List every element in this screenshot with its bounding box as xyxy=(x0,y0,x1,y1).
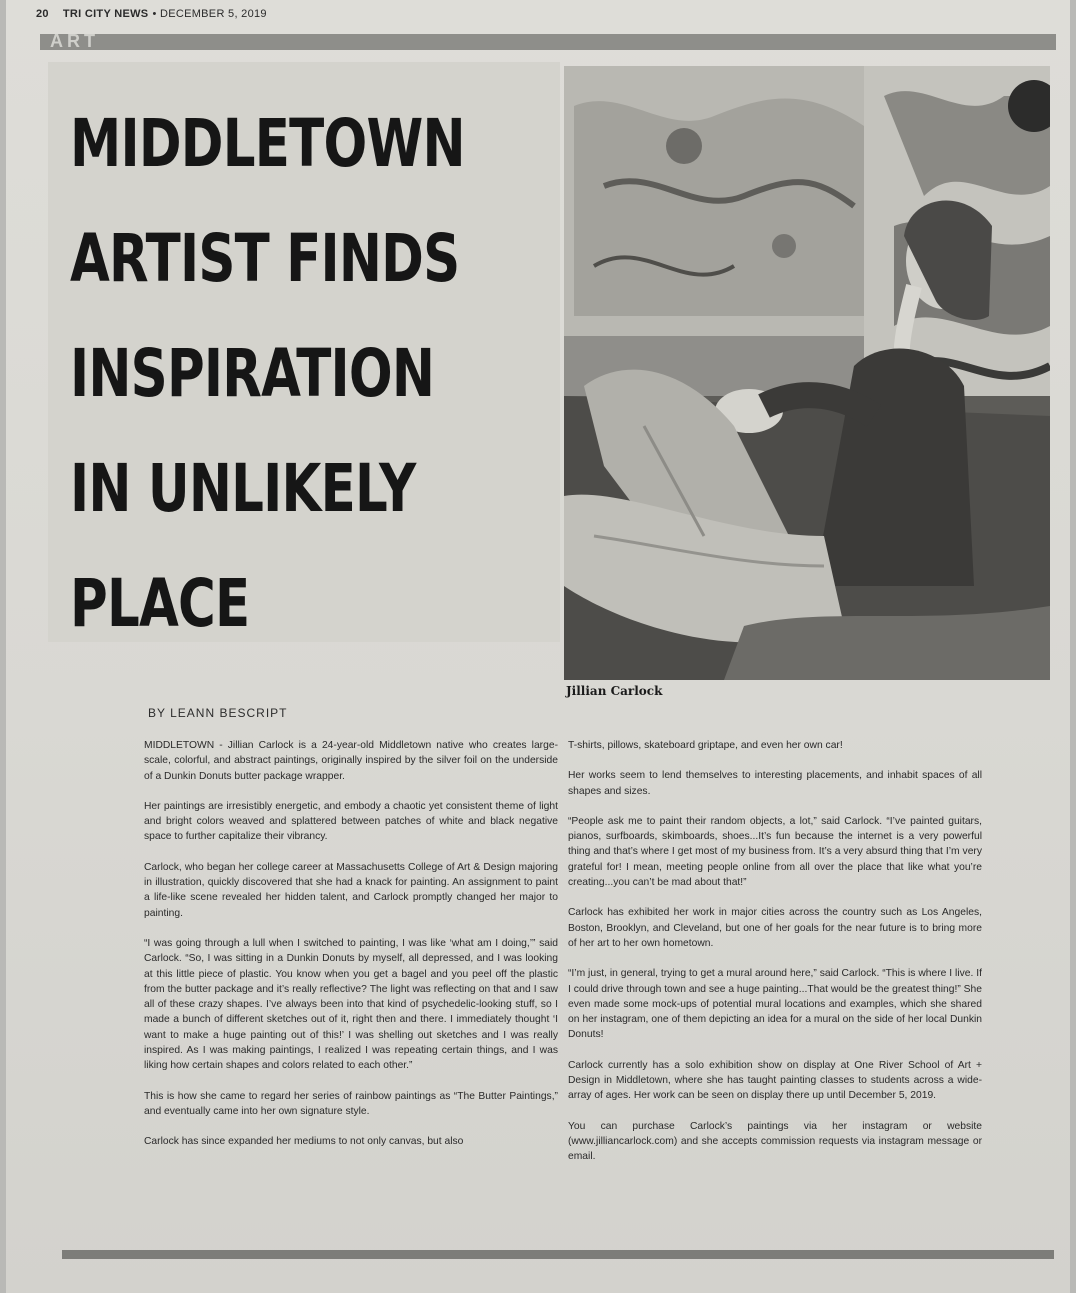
paragraph: Carlock, who began her college career at Massachusetts College of Art & Design majoring in illustration, quickly discovered that she had a knack for painting. An assignment to paint a life-like scene revealed her hidden talent, and Carlock promptly changed her major to painting. xyxy=(144,861,558,919)
bottom-rule xyxy=(62,1250,1054,1259)
paragraph: “I’m just, in general, trying to get a mural around here,” said Carlock. “This is where I live. If I could drive through town and see a huge painting...That would be the greatest thing!” She even made some mock-ups of potential mural locations and examples, which she shared on her instagram, one of them depicting an idea for a mural on the side of her local Dunkin Donuts! xyxy=(568,968,982,1041)
paragraph: Carlock currently has a solo exhibition show on display at One River School of Art + Design in Middletown, where she has taught painting classes to students across a wide-array of ages. Her work can be seen on display there up until December 5, 2019. xyxy=(568,1059,982,1102)
paragraph: This is how she came to regard her series of rainbow paintings as “The Butter Paintings,” and eventually came into her own signature style. xyxy=(144,1090,558,1117)
paragraph: Her works seem to lend themselves to interesting placements, and inhabit spaces of all shapes and sizes. xyxy=(568,770,982,797)
headline-line: ARTIST FINDS xyxy=(70,220,460,297)
headline-line: INSPIRATION xyxy=(70,335,435,412)
page-number: 20 xyxy=(36,8,49,20)
article-photo xyxy=(564,66,1050,680)
headline xyxy=(70,86,465,661)
newspaper-page xyxy=(6,0,1070,1293)
article-column-right xyxy=(568,738,982,1180)
publication-name: TRI CITY NEWS xyxy=(62,8,149,20)
paragraph: T-shirts, pillows, skateboard griptape, and even her own car! xyxy=(568,740,843,751)
article-column-left xyxy=(144,738,558,1165)
paragraph: Her paintings are irresistibly energetic, and embody a chaotic yet consistent theme of light and bright colors weaved and splattered between patches of white and black negative space to further capitalize their vibrancy. xyxy=(144,800,558,843)
section-label: ART xyxy=(50,31,99,51)
issue-date: • DECEMBER 5, 2019 xyxy=(152,8,267,20)
paragraph: You can purchase Carlock’s paintings via her instagram or website (www.jilliancarlock.com) and she accepts commission requests via instagram message or email. xyxy=(568,1120,982,1163)
byline: BY LEANN BESCRIPT xyxy=(148,706,288,720)
headline-line: PLACE xyxy=(70,565,250,642)
photo-illustration xyxy=(564,66,1050,680)
paragraph: “People ask me to paint their random objects, a lot,” said Carlock. “I’ve painted guitars, pianos, surfboards, skimboards, shoes...It’s fun because the internet is a very powerful thing and that’s where I get most of my business from. It’s a very absurd thing that I’m very grateful for! I mean, meeting people online from all over the place that like what you’re creating...you can’t be mad about that!” xyxy=(568,815,982,889)
paragraph: “I was going through a lull when I switched to painting, I was like ‘what am I doing,’” said Carlock. “So, I was sitting in a Dunkin Donuts by myself, all depressed, and I was looking at this little piece of plastic. You know when you get a bagel and you peel off the plastic from the butter package and it’s really reflective? The light was reflecting on that and I saw all of these crazy shapes. I’ve always been into that kind of psychedelic-looking stuff, so I made a bunch of different sketches out of it, right then and there. I immediately thought ‘I want to make a huge painting out of this!’ I was shelling out sketches and I was really inspired. As I was making paintings, I realized I was repeating certain things, and I was liking how certain shapes and colors related to each other.” xyxy=(144,937,558,1072)
photo-caption: Jillian Carlock xyxy=(566,684,663,698)
paragraph: Carlock has exhibited her work in major cities across the country such as Los Angeles, Boston, Brooklyn, and Cleveland, but one of her goals for the near future is to bring more of her art to her own hometown. xyxy=(568,907,982,949)
section-bar xyxy=(40,31,1056,51)
headline-line: IN UNLIKELY xyxy=(70,450,416,527)
page-folio xyxy=(36,8,267,20)
headline-line: MIDDLETOWN xyxy=(70,105,465,182)
paragraph: Carlock has since expanded her mediums to not only canvas, but also xyxy=(144,1136,464,1148)
paragraph: MIDDLETOWN - Jillian Carlock is a 24-year-old Middletown native who creates large-scale, colorful, and abstract paintings, originally inspired by the silver foil on the underside of a Dunkin Donuts butter package wrapper. xyxy=(144,740,558,782)
